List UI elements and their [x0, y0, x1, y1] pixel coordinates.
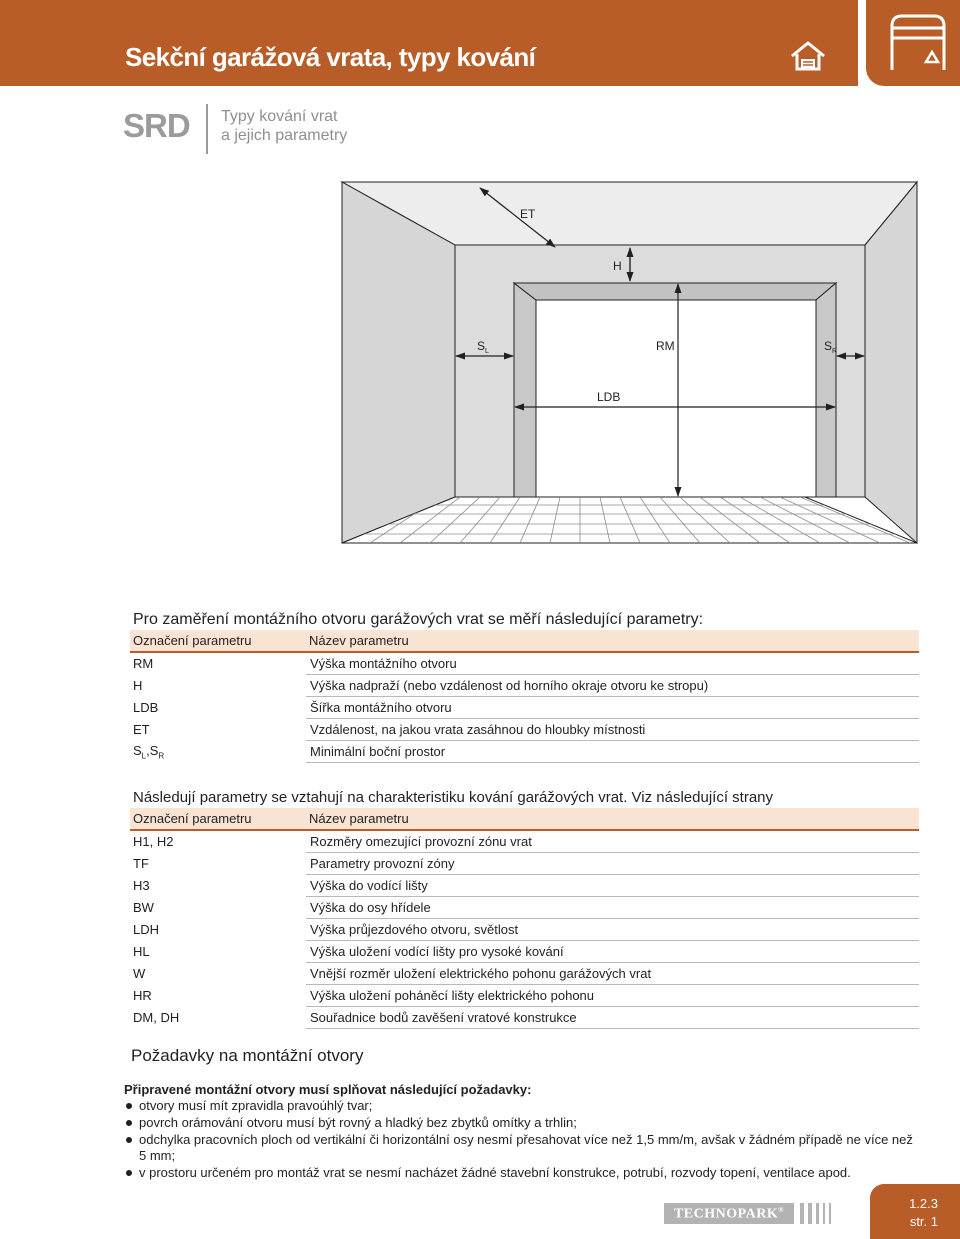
title-divider [206, 104, 208, 154]
param-name: Parametry provozní zóny [306, 853, 919, 875]
table-row [130, 719, 919, 741]
brand-stripe [800, 1203, 804, 1224]
brand-mark: ® [778, 1206, 785, 1214]
brand-logo [664, 1203, 794, 1224]
opening-top-reveal [514, 283, 836, 300]
label-et: ET [520, 207, 536, 221]
param-code: TF [133, 856, 149, 871]
list-item: v prostoru určeném pro montáž vrat se nesmí nacházet žádné stavební konstrukce, potrubí, rozvody topení, ventilace apod. [124, 1165, 920, 1181]
column-header-name: Název parametru [306, 630, 919, 652]
table2-title: Následují parametry se vztahují na charakteristiku kování garážových vrat. Viz následující strany [133, 789, 774, 806]
column-header-code: Označení parametru [130, 808, 306, 830]
left-side-wall [342, 182, 455, 543]
page-label: str. 1 [909, 1214, 938, 1229]
opening-interior [536, 300, 816, 497]
param-code: BW [133, 900, 154, 915]
brand-stripe [829, 1203, 831, 1224]
brand-name: TECHNOPARK [673, 1206, 779, 1222]
label-rm: RM [656, 339, 675, 353]
product-subtitle-line2: a jejich parametry [221, 127, 348, 144]
requirements-list [124, 1098, 920, 1182]
table-row [130, 675, 919, 697]
product-code: SRD [123, 107, 190, 144]
garage-opening-diagram [340, 180, 920, 545]
page-number-tab [870, 1184, 960, 1239]
column-header-name: Název parametru [306, 808, 919, 830]
param-code: DM, DH [133, 1010, 180, 1025]
list-item: odchylka pracovních ploch od vertikální či horizontální osy nesmí přesahovat více než 1,5 mm/m, avšak v žádném případě ne více než 5 mm; [124, 1132, 920, 1164]
param-name: Výška průjezdového otvoru, světlost [306, 919, 919, 941]
hardware-parameters-table [130, 808, 919, 1029]
param-name: Výška uložení vodící lišty pro vysoké kování [306, 941, 919, 963]
param-code: HR [133, 988, 152, 1003]
param-code: H [133, 678, 143, 693]
param-name: Vnější rozměr uložení elektrického pohonu garážových vrat [306, 963, 919, 985]
brand-stripe [823, 1203, 825, 1224]
label-ldb: LDB [597, 390, 621, 404]
list-item: otvory musí mít zpravidla pravoúhlý tvar; [124, 1098, 920, 1114]
table-row [130, 919, 919, 941]
table-header-row [130, 808, 919, 830]
table-row [130, 897, 919, 919]
param-name: Výška nadpraží (nebo vzdálenost od horního okraje otvoru ke stropu) [306, 675, 919, 697]
label-h: H [613, 259, 622, 273]
requirements-intro: Připravené montážní otvory musí splňovat následující požadavky: [124, 1082, 532, 1097]
param-code: W [133, 966, 146, 981]
param-code: H3 [133, 878, 150, 893]
opening-left-reveal [514, 283, 536, 497]
param-name: Výška uložení poháněcí lišty elektrického pohonu [306, 985, 919, 1007]
list-item: povrch orámování otvoru musí být rovný a hladký bez zbytků omítky a trhlin; [124, 1115, 920, 1131]
brand-stripe [808, 1203, 812, 1224]
right-side-wall [865, 182, 917, 543]
param-code: RM [133, 656, 154, 672]
param-code: ET [133, 722, 150, 737]
table-row [130, 853, 919, 875]
requirements-heading: Požadavky na montážní otvory [131, 1046, 364, 1065]
table-row [130, 741, 919, 763]
param-name: Minimální boční prostor [306, 741, 919, 763]
table-row [130, 652, 919, 675]
param-code: $S_L,S_R$ [133, 742, 165, 761]
brand-stripe [816, 1203, 819, 1224]
table-row [130, 963, 919, 985]
param-code: HL [133, 944, 150, 959]
garage-door-icon [888, 12, 948, 72]
param-name: Výška montážního otvoru [306, 652, 919, 675]
param-name: Rozměry omezující provozní zónu vrat [306, 830, 919, 853]
product-subtitle-line1: Typy kování vrat [221, 108, 338, 125]
param-code: LDB [133, 700, 159, 715]
table-row [130, 875, 919, 897]
param-name: Šířka montážního otvoru [306, 697, 919, 719]
table-row [130, 830, 919, 853]
table-row [130, 1007, 919, 1029]
param-code: LDH [133, 922, 160, 937]
param-code: H1, H2 [133, 834, 174, 850]
table-row [130, 941, 919, 963]
param-name: Výška do osy hřídele [306, 897, 919, 919]
table-row [130, 697, 919, 719]
page-title: Sekční garážová vrata, typy kování [125, 42, 536, 72]
label-sl: $S_L$ [477, 339, 489, 355]
param-name: Výška do vodící lišty [306, 875, 919, 897]
column-header-code: Označení parametru [130, 630, 306, 652]
param-name: Vzdálenost, na jakou vrata zasáhnou do hloubky místnosti [306, 719, 919, 741]
param-name: Souřadnice bodů zavěšení vratové konstrukce [306, 1007, 919, 1029]
opening-right-reveal [816, 283, 836, 497]
table1-title: Pro zaměření montážního otvoru garážových vrat se měří následující parametry: [133, 611, 704, 628]
table-row [130, 985, 919, 1007]
page-number: 1.2.3 [909, 1196, 938, 1211]
measured-parameters-table [130, 630, 919, 763]
house-icon [790, 40, 826, 72]
label-sr: $S_R$ [824, 339, 838, 355]
table-header-row [130, 630, 919, 652]
